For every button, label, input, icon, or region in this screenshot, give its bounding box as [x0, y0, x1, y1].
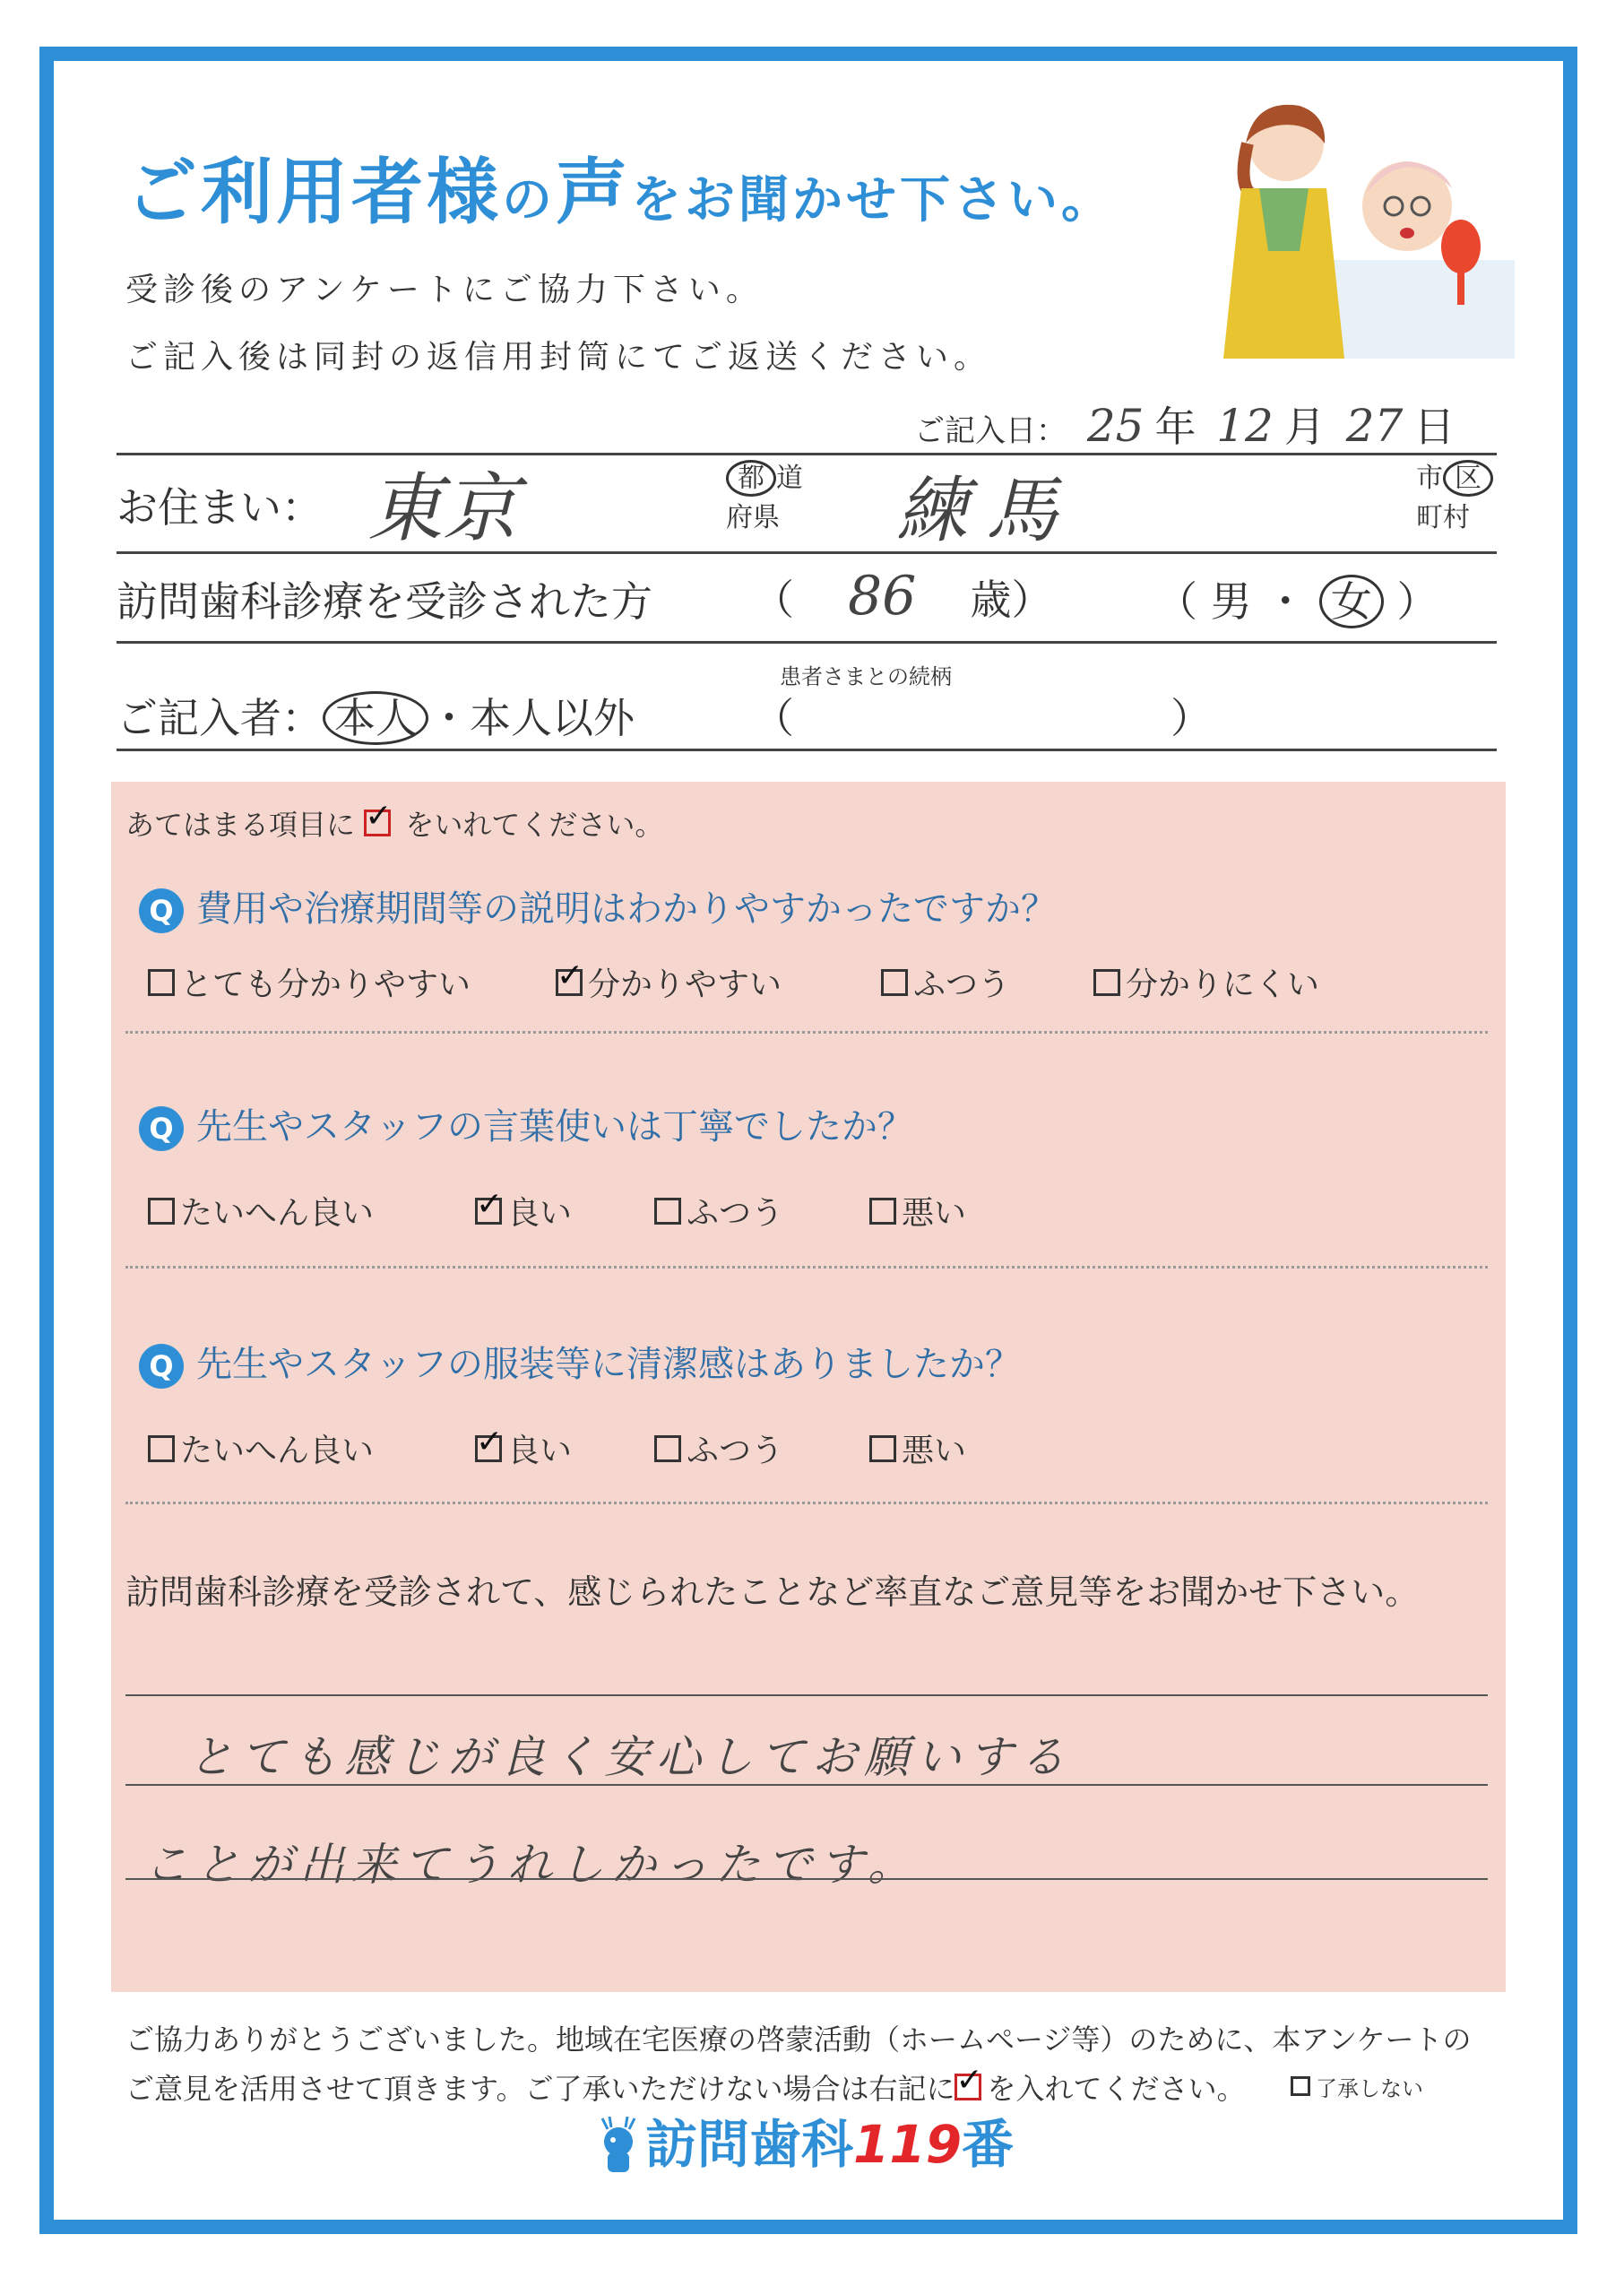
relation-note: 患者さまとの続柄: [780, 664, 952, 689]
decline-label: 了承しない: [1316, 2076, 1423, 2101]
comment-line-2: ことが出来てうれしかったです。: [143, 1839, 920, 1891]
date-year-unit: 年: [1154, 403, 1196, 451]
title-part-1: ご利用者様: [125, 151, 502, 234]
page-title: [125, 134, 1115, 238]
question-1-text: 費用や治療期間等の説明はわかりやすかったですか？: [196, 888, 1057, 930]
comment-question: 訪問歯科診療を受診されて、感じられたことなど率直なご意見等をお聞かせ下さい。: [125, 1572, 1420, 1612]
q3-option-2-label: 良い: [507, 1433, 573, 1469]
patient-label: 訪問歯科診療を受診された方: [117, 577, 652, 626]
q1-option-2[interactable]: [556, 959, 782, 1005]
city-unit-shi: 市: [1416, 463, 1443, 494]
q2-option-3-label: ふつう: [687, 1195, 784, 1232]
title-part-4: をお聞かせ下さい。: [631, 171, 1115, 230]
city-unit-son: 村: [1443, 502, 1470, 533]
prefecture-unit-do: 道: [776, 463, 803, 494]
q3-option-4-label: 悪い: [902, 1433, 967, 1469]
checkbox-icon[interactable]: [869, 1435, 896, 1462]
date-day: 27: [1345, 400, 1404, 452]
city-value: 練馬: [896, 469, 1075, 552]
writing-line: [125, 1784, 1488, 1786]
instruction-post: をいれてください。: [405, 808, 664, 842]
gender-female: 女: [1319, 575, 1384, 628]
q3-option-4[interactable]: [869, 1425, 966, 1471]
prefecture-units: [726, 459, 803, 538]
q3-option-1[interactable]: [148, 1425, 374, 1471]
q1-option-1[interactable]: [148, 959, 471, 1005]
footer-line-2-post: を入れてください。: [987, 2072, 1246, 2106]
entry-date: [914, 394, 1455, 454]
q-badge-icon: Q: [139, 1106, 184, 1151]
q1-option-4[interactable]: [1093, 959, 1319, 1005]
checkbox-checked-icon[interactable]: [556, 969, 583, 996]
date-day-unit: 日: [1413, 403, 1456, 451]
checkbox-icon[interactable]: [1291, 2076, 1310, 2096]
q-badge-icon: Q: [139, 888, 184, 933]
brand-logo: [592, 2102, 1014, 2179]
divider: [117, 641, 1497, 644]
address-label: お住まい：: [117, 483, 323, 532]
footer-line-2-pre: ご意見を活用させて頂きます。ご了承いただけない場合は右記に: [125, 2072, 955, 2106]
logo-suffix: 番: [962, 2114, 1015, 2175]
footer-line-1: ご協力ありがとうございました。地域在宅医療の啓蒙活動（ホームページ等）のために、本アンケートの: [125, 2022, 1472, 2057]
date-month-unit: 月: [1283, 403, 1326, 451]
date-label: ご記入日：: [914, 413, 1067, 449]
prefecture-unit-fu: 府: [726, 502, 753, 533]
prefecture-value: 東京: [367, 464, 519, 552]
prefecture-unit-to: 都: [726, 460, 776, 497]
q2-option-2[interactable]: [475, 1188, 572, 1234]
q1-option-1-label: とても分かりやすい: [180, 966, 471, 1003]
dotted-divider: [125, 1031, 1488, 1034]
q1-option-3-label: ふつう: [913, 966, 1011, 1003]
q-badge-icon: Q: [139, 1344, 184, 1389]
question-1: [139, 880, 1057, 933]
date-year: 25: [1086, 400, 1145, 452]
title-part-2: の: [502, 171, 556, 230]
age-field: （ 86 歳）: [753, 565, 1053, 628]
writer-other: 本人以外: [470, 694, 635, 742]
checkbox-icon[interactable]: [869, 1198, 896, 1225]
checkbox-icon[interactable]: [148, 1198, 175, 1225]
q3-option-3[interactable]: [654, 1425, 783, 1471]
city-units: [1416, 459, 1493, 538]
subtitle-1: 受診後のアンケートにご協力下さい。: [125, 272, 764, 308]
address-row: [117, 475, 323, 534]
checkbox-checked-icon[interactable]: [475, 1198, 502, 1225]
decline-option[interactable]: [1291, 2071, 1423, 2102]
q1-option-4-label: 分かりにくい: [1126, 966, 1320, 1003]
question-2: [139, 1098, 913, 1151]
q1-option-3[interactable]: [881, 959, 1010, 1005]
patient-row: [117, 569, 652, 628]
gender-field: （ 男 ・ 女 ）: [1156, 569, 1438, 628]
q2-option-4[interactable]: [869, 1188, 966, 1234]
gender-male: 男: [1210, 577, 1252, 626]
question-2-text: 先生やスタッフの言葉使いは丁寧でしたか？: [196, 1106, 913, 1148]
subtitle-2: ご記入後は同封の返信用封筒にてご返送ください。: [125, 339, 992, 376]
dotted-divider: [125, 1266, 1488, 1269]
question-3-text: 先生やスタッフの服装等に清潔感はありましたか？: [196, 1344, 1021, 1385]
checkbox-icon[interactable]: [1093, 969, 1120, 996]
dotted-divider: [125, 1502, 1488, 1504]
city-unit-cho: 町: [1416, 502, 1443, 533]
writer-self: 本人: [323, 691, 428, 745]
title-part-3: 声: [556, 151, 631, 234]
checkbox-icon[interactable]: [654, 1198, 681, 1225]
q2-option-2-label: 良い: [507, 1195, 573, 1232]
logo-number: 119: [853, 2114, 963, 2175]
city-unit-ku: 区: [1443, 460, 1493, 497]
writer-row: [117, 686, 635, 745]
checkbox-checked-icon[interactable]: [475, 1435, 502, 1462]
writer-label: ご記入者：: [117, 694, 323, 742]
divider: [117, 749, 1497, 751]
logo-text: 訪問歯科: [645, 2114, 854, 2175]
checkbox-icon[interactable]: [148, 1435, 175, 1462]
gender-sep: ・: [1265, 577, 1307, 626]
relation-field: （ ）: [753, 694, 1212, 742]
date-month: 12: [1216, 400, 1274, 452]
check-icon: [955, 2074, 981, 2100]
q2-option-3[interactable]: [654, 1188, 783, 1234]
divider: [117, 551, 1497, 554]
prefecture-unit-ken: 県: [753, 502, 780, 533]
deer-mascot-icon: [592, 2117, 645, 2179]
q2-option-1[interactable]: [148, 1188, 374, 1234]
writing-line: [125, 1878, 1488, 1880]
question-3: [139, 1336, 1021, 1389]
q3-option-3-label: ふつう: [687, 1433, 784, 1469]
check-icon: [364, 810, 391, 836]
instruction: [125, 802, 663, 844]
age-value: 86: [848, 565, 917, 628]
q2-option-4-label: 悪い: [902, 1195, 967, 1232]
age-unit: 歳: [970, 576, 1012, 624]
instruction-pre: あてはまる項目に: [125, 808, 356, 842]
caregiver-illustration: [1192, 90, 1515, 359]
checkbox-icon[interactable]: [148, 969, 175, 996]
q3-option-2[interactable]: [475, 1425, 572, 1471]
q2-option-1-label: たいへん良い: [180, 1195, 375, 1232]
writing-line: [125, 1694, 1488, 1696]
q3-option-1-label: たいへん良い: [180, 1433, 375, 1469]
comment-line-1: とても感じが良く安心してお願いする: [188, 1731, 1072, 1783]
checkbox-icon[interactable]: [881, 969, 908, 996]
q1-option-2-label: 分かりやすい: [588, 966, 782, 1003]
divider: [117, 453, 1497, 455]
writer-sep: ・: [428, 694, 470, 742]
checkbox-icon[interactable]: [654, 1435, 681, 1462]
